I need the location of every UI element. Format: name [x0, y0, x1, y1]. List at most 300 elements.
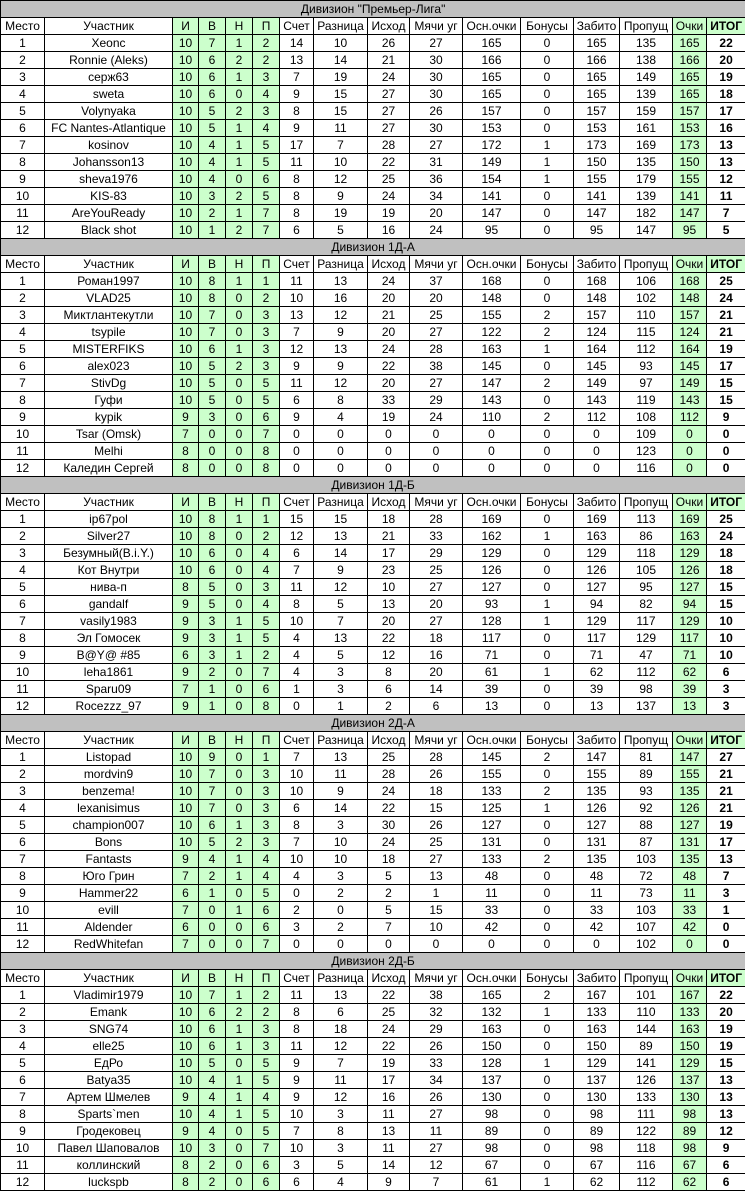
- table-cell: 2: [226, 52, 253, 69]
- participant-cell: Ronnie (Aleks): [45, 52, 173, 69]
- header-total: ИТОГ: [707, 970, 745, 987]
- table-cell: 4: [199, 171, 226, 188]
- table-cell: 1: [1, 987, 45, 1004]
- table-cell: 21: [707, 307, 745, 324]
- table-cell: 26: [410, 817, 463, 834]
- table-cell: 129: [574, 613, 620, 630]
- header-games: И: [173, 494, 199, 511]
- participant-cell: Listopad: [45, 749, 173, 766]
- table-cell: 13: [707, 154, 745, 171]
- table-cell: 1: [226, 902, 253, 919]
- table-cell: 7: [280, 69, 314, 86]
- header-bonuses: Бонусы: [521, 494, 574, 511]
- table-cell: 86: [620, 528, 673, 545]
- table-cell: 12: [314, 307, 368, 324]
- table-cell: 13: [707, 851, 745, 868]
- table-cell: 6: [1, 834, 45, 851]
- table-cell: 98: [620, 681, 673, 698]
- table-cell: 36: [410, 171, 463, 188]
- table-cell: 10: [173, 375, 199, 392]
- table-cell: 6: [253, 1174, 280, 1191]
- table-cell: 2: [253, 1004, 280, 1021]
- table-cell: 9: [173, 613, 199, 630]
- table-cell: 3: [280, 1157, 314, 1174]
- table-cell: 10: [314, 154, 368, 171]
- table-cell: 10: [173, 817, 199, 834]
- table-cell: 3: [280, 919, 314, 936]
- table-cell: 13: [314, 341, 368, 358]
- table-cell: 13: [314, 987, 368, 1004]
- participant-cell: Volynyaka: [45, 103, 173, 120]
- table-cell: 7: [368, 919, 410, 936]
- table-cell: 16: [707, 120, 745, 137]
- table-cell: 1: [199, 681, 226, 698]
- header-goals: Мячи уг: [410, 256, 463, 273]
- division-title-row: [1, 715, 745, 732]
- header-place: Место: [1, 732, 45, 749]
- table-cell: 127: [574, 817, 620, 834]
- table-cell: 20: [410, 290, 463, 307]
- table-cell: 163: [673, 1021, 707, 1038]
- table-cell: 6: [199, 562, 226, 579]
- header-games: И: [173, 18, 199, 35]
- table-cell: 16: [368, 1089, 410, 1106]
- table-cell: 6: [410, 698, 463, 715]
- table-cell: 1: [521, 800, 574, 817]
- table-cell: 13: [410, 868, 463, 885]
- table-cell: 6: [314, 1004, 368, 1021]
- table-cell: 12: [314, 171, 368, 188]
- table-cell: 11: [1, 443, 45, 460]
- table-cell: 8: [199, 528, 226, 545]
- participant-cell: AreYouReady: [45, 205, 173, 222]
- table-cell: 27: [410, 579, 463, 596]
- table-cell: 10: [173, 137, 199, 154]
- table-cell: 5: [1, 579, 45, 596]
- table-cell: 0: [314, 426, 368, 443]
- table-cell: 157: [463, 103, 521, 120]
- table-cell: 10: [173, 290, 199, 307]
- table-cell: 3: [253, 324, 280, 341]
- table-cell: 147: [673, 749, 707, 766]
- participant-cell: Эл Гомосек: [45, 630, 173, 647]
- table-row: [1, 171, 745, 188]
- table-cell: 0: [574, 936, 620, 953]
- table-cell: 161: [620, 120, 673, 137]
- table-cell: 5: [253, 885, 280, 902]
- table-cell: 11: [1, 1157, 45, 1174]
- table-cell: 4: [1, 86, 45, 103]
- table-cell: 2: [226, 834, 253, 851]
- table-cell: 0: [280, 885, 314, 902]
- table-cell: 48: [673, 868, 707, 885]
- table-cell: 0: [521, 290, 574, 307]
- table-row: [1, 647, 745, 664]
- table-cell: 7: [1, 1089, 45, 1106]
- table-cell: 15: [280, 511, 314, 528]
- table-cell: 166: [673, 52, 707, 69]
- table-cell: 0: [199, 902, 226, 919]
- table-cell: 127: [673, 817, 707, 834]
- table-cell: 10: [410, 919, 463, 936]
- table-cell: 6: [199, 545, 226, 562]
- table-cell: 1: [226, 817, 253, 834]
- table-cell: 11: [574, 885, 620, 902]
- table-cell: 13: [463, 698, 521, 715]
- participant-cell: alex023: [45, 358, 173, 375]
- table-cell: 10: [280, 290, 314, 307]
- table-cell: 10: [173, 358, 199, 375]
- table-cell: 111: [620, 1106, 673, 1123]
- table-cell: 0: [226, 800, 253, 817]
- participant-cell: серж63: [45, 69, 173, 86]
- table-cell: 0: [521, 630, 574, 647]
- participant-cell: sheva1976: [45, 171, 173, 188]
- table-cell: 1: [226, 1021, 253, 1038]
- table-cell: 18: [314, 1021, 368, 1038]
- header-base-points: Осн.очки: [463, 494, 521, 511]
- table-cell: 117: [620, 613, 673, 630]
- header-participant: Участник: [45, 494, 173, 511]
- table-cell: 22: [707, 35, 745, 52]
- table-cell: 61: [463, 664, 521, 681]
- table-cell: 12: [1, 1174, 45, 1191]
- table-cell: 3: [314, 1140, 368, 1157]
- table-cell: 8: [280, 103, 314, 120]
- participant-cell: Fantasts: [45, 851, 173, 868]
- table-cell: 19: [707, 1021, 745, 1038]
- header-participant: Участник: [45, 18, 173, 35]
- table-cell: 12: [707, 171, 745, 188]
- table-cell: 7: [199, 987, 226, 1004]
- table-cell: 1: [226, 137, 253, 154]
- participant-cell: gandalf: [45, 596, 173, 613]
- header-draws: Н: [226, 970, 253, 987]
- table-cell: 39: [463, 681, 521, 698]
- table-cell: 131: [574, 834, 620, 851]
- table-cell: 0: [226, 426, 253, 443]
- table-cell: 122: [620, 1123, 673, 1140]
- table-cell: 13: [314, 528, 368, 545]
- table-cell: 20: [368, 290, 410, 307]
- table-cell: 0: [226, 1055, 253, 1072]
- table-cell: 5: [199, 596, 226, 613]
- table-row: [1, 936, 745, 953]
- table-cell: 10: [173, 1055, 199, 1072]
- table-cell: 5: [199, 120, 226, 137]
- table-row: [1, 460, 745, 477]
- table-cell: 98: [673, 1106, 707, 1123]
- table-cell: 0: [463, 426, 521, 443]
- table-cell: 1: [226, 1072, 253, 1089]
- table-cell: 5: [199, 392, 226, 409]
- table-cell: 9: [280, 86, 314, 103]
- participant-cell: Melhi: [45, 443, 173, 460]
- table-cell: 173: [673, 137, 707, 154]
- table-cell: 129: [620, 630, 673, 647]
- table-cell: 126: [620, 1072, 673, 1089]
- table-cell: 42: [463, 919, 521, 936]
- table-cell: 10: [1, 664, 45, 681]
- table-cell: 147: [673, 205, 707, 222]
- table-cell: 11: [314, 766, 368, 783]
- table-cell: 7: [314, 613, 368, 630]
- table-cell: 8: [199, 511, 226, 528]
- table-cell: 4: [199, 137, 226, 154]
- table-row: [1, 103, 745, 120]
- table-cell: 20: [410, 596, 463, 613]
- table-row: [1, 1174, 745, 1191]
- table-cell: 1: [199, 698, 226, 715]
- table-cell: 29: [410, 545, 463, 562]
- table-cell: 8: [173, 1174, 199, 1191]
- table-cell: 38: [410, 358, 463, 375]
- table-cell: 3: [314, 868, 368, 885]
- table-cell: 9: [1, 647, 45, 664]
- table-cell: 0: [410, 426, 463, 443]
- table-cell: 0: [521, 1106, 574, 1123]
- table-cell: 6: [199, 52, 226, 69]
- table-cell: 118: [620, 545, 673, 562]
- table-cell: 1: [226, 851, 253, 868]
- table-cell: 145: [463, 358, 521, 375]
- table-cell: 10: [173, 103, 199, 120]
- table-cell: 11: [314, 120, 368, 137]
- table-row: [1, 919, 745, 936]
- table-cell: 9: [707, 1140, 745, 1157]
- participant-cell: kosinov: [45, 137, 173, 154]
- table-cell: 10: [173, 307, 199, 324]
- table-cell: 62: [673, 1174, 707, 1191]
- table-cell: 7: [707, 205, 745, 222]
- table-cell: 9: [280, 1089, 314, 1106]
- table-cell: 22: [368, 154, 410, 171]
- table-cell: 8: [173, 579, 199, 596]
- table-cell: 1: [199, 885, 226, 902]
- table-cell: 172: [463, 137, 521, 154]
- table-cell: 139: [620, 188, 673, 205]
- table-cell: 0: [226, 698, 253, 715]
- table-cell: 10: [173, 324, 199, 341]
- table-cell: 0: [521, 885, 574, 902]
- table-cell: 4: [1, 1038, 45, 1055]
- table-cell: 8: [1, 630, 45, 647]
- header-draws: Н: [226, 18, 253, 35]
- table-cell: 94: [574, 596, 620, 613]
- table-cell: 2: [521, 324, 574, 341]
- table-cell: 168: [673, 273, 707, 290]
- table-cell: 12: [368, 647, 410, 664]
- table-cell: 4: [199, 1089, 226, 1106]
- table-cell: 135: [620, 154, 673, 171]
- table-cell: 101: [620, 987, 673, 1004]
- table-cell: 12: [1, 936, 45, 953]
- table-cell: 117: [574, 630, 620, 647]
- table-cell: 0: [673, 426, 707, 443]
- table-cell: 169: [673, 511, 707, 528]
- table-row: [1, 749, 745, 766]
- participant-cell: ЕдРо: [45, 1055, 173, 1072]
- table-cell: 102: [620, 290, 673, 307]
- table-cell: 2: [314, 885, 368, 902]
- header-difference: Разница: [314, 18, 368, 35]
- table-cell: 0: [280, 698, 314, 715]
- table-cell: 165: [463, 35, 521, 52]
- table-cell: 135: [574, 783, 620, 800]
- table-cell: 147: [620, 222, 673, 239]
- table-cell: 82: [620, 596, 673, 613]
- table-cell: 7: [199, 35, 226, 52]
- table-cell: 6: [707, 664, 745, 681]
- table-cell: 9: [314, 358, 368, 375]
- table-cell: 4: [253, 868, 280, 885]
- table-cell: 14: [410, 681, 463, 698]
- table-cell: 0: [226, 1140, 253, 1157]
- table-cell: 166: [463, 52, 521, 69]
- table-cell: 14: [280, 35, 314, 52]
- table-cell: 165: [673, 35, 707, 52]
- table-cell: 3: [253, 341, 280, 358]
- table-cell: 5: [199, 579, 226, 596]
- table-cell: 8: [1, 1106, 45, 1123]
- table-cell: 0: [314, 936, 368, 953]
- table-cell: 10: [173, 800, 199, 817]
- table-cell: 4: [253, 545, 280, 562]
- table-cell: 7: [199, 800, 226, 817]
- table-cell: 8: [314, 1123, 368, 1140]
- table-cell: 0: [521, 443, 574, 460]
- division-title: Дивизион 2Д-А: [1, 715, 745, 732]
- table-cell: 13: [314, 749, 368, 766]
- table-cell: 32: [410, 1004, 463, 1021]
- table-cell: 20: [410, 205, 463, 222]
- header-place: Место: [1, 18, 45, 35]
- table-cell: 0: [226, 766, 253, 783]
- table-cell: 128: [463, 1055, 521, 1072]
- participant-cell: нива-п: [45, 579, 173, 596]
- division-title-row: [1, 477, 745, 494]
- header-outcome: Исход: [368, 18, 410, 35]
- table-cell: 0: [368, 426, 410, 443]
- table-cell: 89: [673, 1123, 707, 1140]
- table-cell: 19: [314, 205, 368, 222]
- header-participant: Участник: [45, 256, 173, 273]
- table-cell: 11: [280, 154, 314, 171]
- table-cell: 0: [280, 443, 314, 460]
- table-cell: 7: [199, 783, 226, 800]
- table-cell: 1: [253, 511, 280, 528]
- table-cell: 6: [368, 681, 410, 698]
- table-cell: 0: [226, 681, 253, 698]
- table-cell: 130: [673, 1089, 707, 1106]
- table-cell: 16: [314, 290, 368, 307]
- table-cell: 2: [314, 919, 368, 936]
- table-cell: 24: [707, 528, 745, 545]
- table-cell: 12: [314, 1089, 368, 1106]
- table-cell: 5: [368, 902, 410, 919]
- table-cell: 10: [314, 834, 368, 851]
- table-cell: 4: [253, 596, 280, 613]
- table-cell: 145: [574, 358, 620, 375]
- table-cell: 5: [1, 341, 45, 358]
- table-cell: 137: [463, 1072, 521, 1089]
- table-row: [1, 273, 745, 290]
- table-cell: 0: [199, 936, 226, 953]
- header-goals: Мячи уг: [410, 18, 463, 35]
- table-cell: 8: [280, 1021, 314, 1038]
- participant-cell: Роман1997: [45, 273, 173, 290]
- table-cell: 163: [463, 1021, 521, 1038]
- table-row: [1, 69, 745, 86]
- table-cell: 0: [280, 426, 314, 443]
- table-cell: 98: [574, 1106, 620, 1123]
- header-score: Счет: [280, 256, 314, 273]
- table-cell: 0: [521, 1089, 574, 1106]
- table-cell: 15: [707, 392, 745, 409]
- table-cell: 24: [368, 273, 410, 290]
- table-cell: 2: [199, 664, 226, 681]
- table-cell: 3: [1, 1021, 45, 1038]
- table-cell: 21: [707, 783, 745, 800]
- table-cell: 150: [574, 154, 620, 171]
- table-cell: 147: [463, 205, 521, 222]
- table-cell: 169: [463, 511, 521, 528]
- participant-cell: leha1861: [45, 664, 173, 681]
- header-losses: П: [253, 256, 280, 273]
- table-cell: 3: [707, 698, 745, 715]
- table-cell: 10: [173, 834, 199, 851]
- table-cell: 0: [410, 460, 463, 477]
- table-cell: 124: [673, 324, 707, 341]
- table-cell: 0: [521, 35, 574, 52]
- table-cell: 0: [226, 1123, 253, 1140]
- table-cell: 126: [673, 562, 707, 579]
- table-row: [1, 1038, 745, 1055]
- table-cell: 131: [673, 834, 707, 851]
- table-cell: 135: [620, 35, 673, 52]
- header-losses: П: [253, 494, 280, 511]
- table-cell: 10: [173, 987, 199, 1004]
- table-cell: 24: [368, 341, 410, 358]
- table-cell: 13: [314, 630, 368, 647]
- table-cell: 2: [280, 902, 314, 919]
- table-cell: 11: [410, 1123, 463, 1140]
- table-cell: 10: [1, 902, 45, 919]
- table-cell: 5: [314, 1157, 368, 1174]
- table-cell: 27: [368, 103, 410, 120]
- table-cell: 33: [574, 902, 620, 919]
- table-cell: 129: [673, 613, 707, 630]
- participant-cell: kypik: [45, 409, 173, 426]
- table-cell: 8: [199, 290, 226, 307]
- table-cell: 0: [521, 1140, 574, 1157]
- table-cell: 133: [673, 1004, 707, 1021]
- table-cell: 138: [620, 52, 673, 69]
- table-cell: 3: [707, 885, 745, 902]
- participant-cell: Batya35: [45, 1072, 173, 1089]
- table-cell: 0: [314, 460, 368, 477]
- table-cell: 2: [521, 375, 574, 392]
- table-cell: 7: [173, 902, 199, 919]
- table-cell: 153: [574, 120, 620, 137]
- table-cell: 133: [620, 1089, 673, 1106]
- table-cell: 12: [1, 698, 45, 715]
- table-cell: 10: [173, 171, 199, 188]
- table-cell: 0: [521, 103, 574, 120]
- table-row: [1, 545, 745, 562]
- table-cell: 103: [620, 851, 673, 868]
- table-cell: 11: [280, 579, 314, 596]
